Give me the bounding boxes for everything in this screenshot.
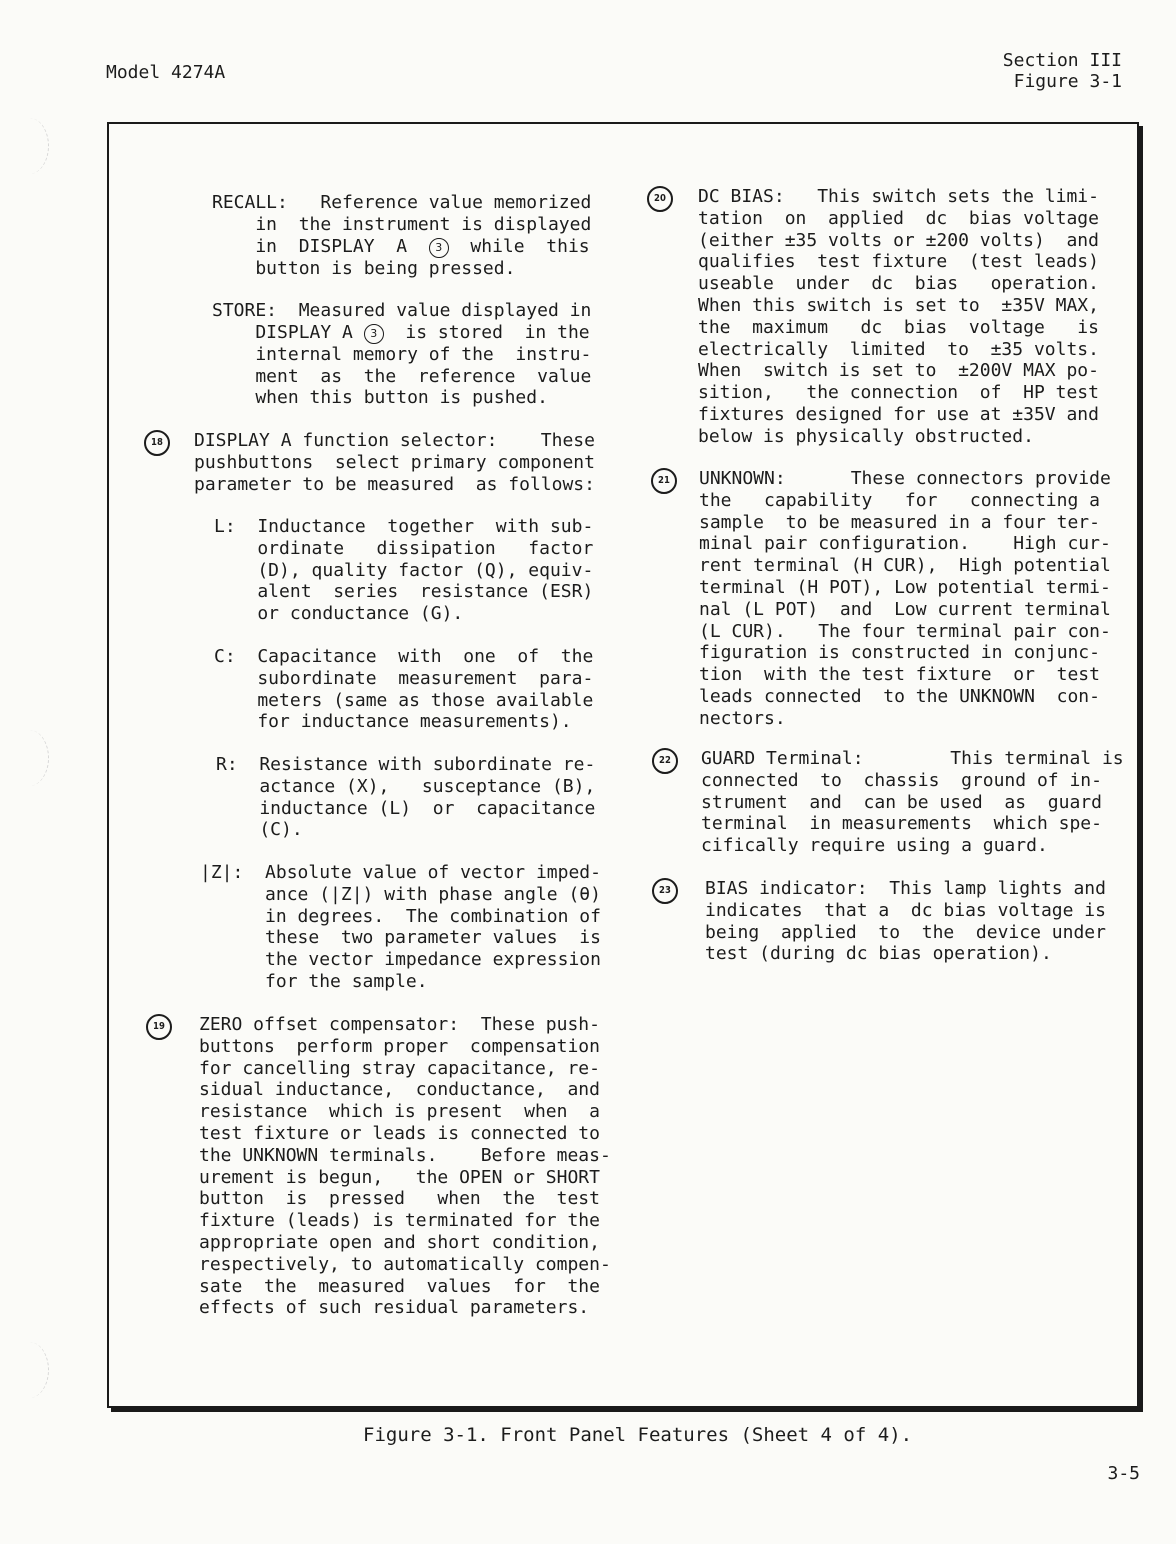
callout-22: 22: [652, 748, 678, 774]
figure-caption: Figure 3-1. Front Panel Features (Sheet 4 of 4).: [363, 1424, 913, 1446]
display-a-reference-marker: 3: [429, 238, 449, 258]
callout-18: 18: [144, 430, 170, 456]
binder-hole: [10, 1342, 49, 1398]
bias-indicator-description: BIAS indicator: This lamp lights and indicates that a dc bias voltage is being applied to the device under test (during dc bias operation).: [705, 878, 1106, 965]
z-function-description: |Z|: Absolute value of vector imped- ance (|Z|) with phase angle (θ) in degrees. The combination of these two parameter values is the vector impedance expression for the sample.: [200, 862, 601, 992]
model-header: Model 4274A: [106, 62, 226, 83]
r-function-description: R: Resistance with subordinate re- actance (X), susceptance (B), inductance (L) or capacitance (C).: [216, 754, 596, 841]
callout-23: 23: [652, 878, 678, 904]
zero-offset-description: ZERO offset compensator: These push- buttons perform proper compensation for cancelling stray capacitance, re- sidual inductance, conductance, and resistance which is present when a test fixture or leads is connected to the UNKNOWN terminals. Before meas- urement is begun, the OPEN or SHORT button is pressed when the test fixture (leads) is terminated for the appropriate open and short condition, respectively, to automatically compen- sate the measured values for the effects of such residual parameters.: [199, 1014, 611, 1319]
recall-description: RECALL: Reference value memorized in the instrument is displayed in DISPLAY A 3 while this button is being pressed.: [212, 192, 592, 279]
display-a-selector-description: DISPLAY A function selector: These pushbuttons select primary component parameter to be measured as follows:: [194, 430, 595, 495]
display-a-reference-marker: 3: [364, 324, 384, 344]
callout-19: 19: [146, 1014, 172, 1040]
l-function-description: L: Inductance together with sub- ordinate dissipation factor (D), quality factor (Q), equiv- alent series resistance (ESR) or conductance (G).: [214, 516, 594, 625]
figure-label: Figure 3-1: [1013, 71, 1122, 92]
section-header: [1003, 50, 1122, 92]
dc-bias-description: DC BIAS: This switch sets the limi- tation on applied dc bias voltage (either ±35 volts or ±200 volts) and qualifies test fixture (test leads) useable under dc bias operation. When this switch is set to ±35V MAX, the maximum dc bias voltage is electrically limited to ±35 volts. When switch is set to ±200V MAX po- sition, the connection of HP test fixtures designed for use at ±35V and below is physically obstructed.: [698, 186, 1099, 447]
callout-20: 20: [647, 186, 673, 212]
guard-terminal-description: GUARD Terminal: This terminal is connected to chassis ground of in- strument and can be used as guard terminal in measurements which spe- cifically require using a guard.: [701, 748, 1124, 857]
binder-hole: [10, 730, 49, 786]
store-description: STORE: Measured value displayed in DISPLAY A 3 is stored in the internal memory of the instru- ment as the reference value when this button is pushed.: [212, 300, 592, 409]
section-label: Section III: [1002, 50, 1122, 71]
callout-21: 21: [651, 468, 677, 494]
unknown-connectors-description: UNKNOWN: These connectors provide the capability for connecting a sample to be measured in a four ter- minal pair configuration. High cur- rent terminal (H CUR), High potential terminal (H POT), Low potential termi- nal (L POT) and Low current terminal (L CUR). The four terminal pair con- figuration is constructed in conjunc- tion with the test fixture or test leads connected to the UNKNOWN con- nectors.: [699, 468, 1111, 729]
page-number: 3-5: [1107, 1463, 1140, 1484]
c-function-description: C: Capacitance with one of the subordinate measurement para- meters (same as those available for inductance measurements).: [214, 646, 594, 733]
binder-hole: [10, 118, 49, 174]
